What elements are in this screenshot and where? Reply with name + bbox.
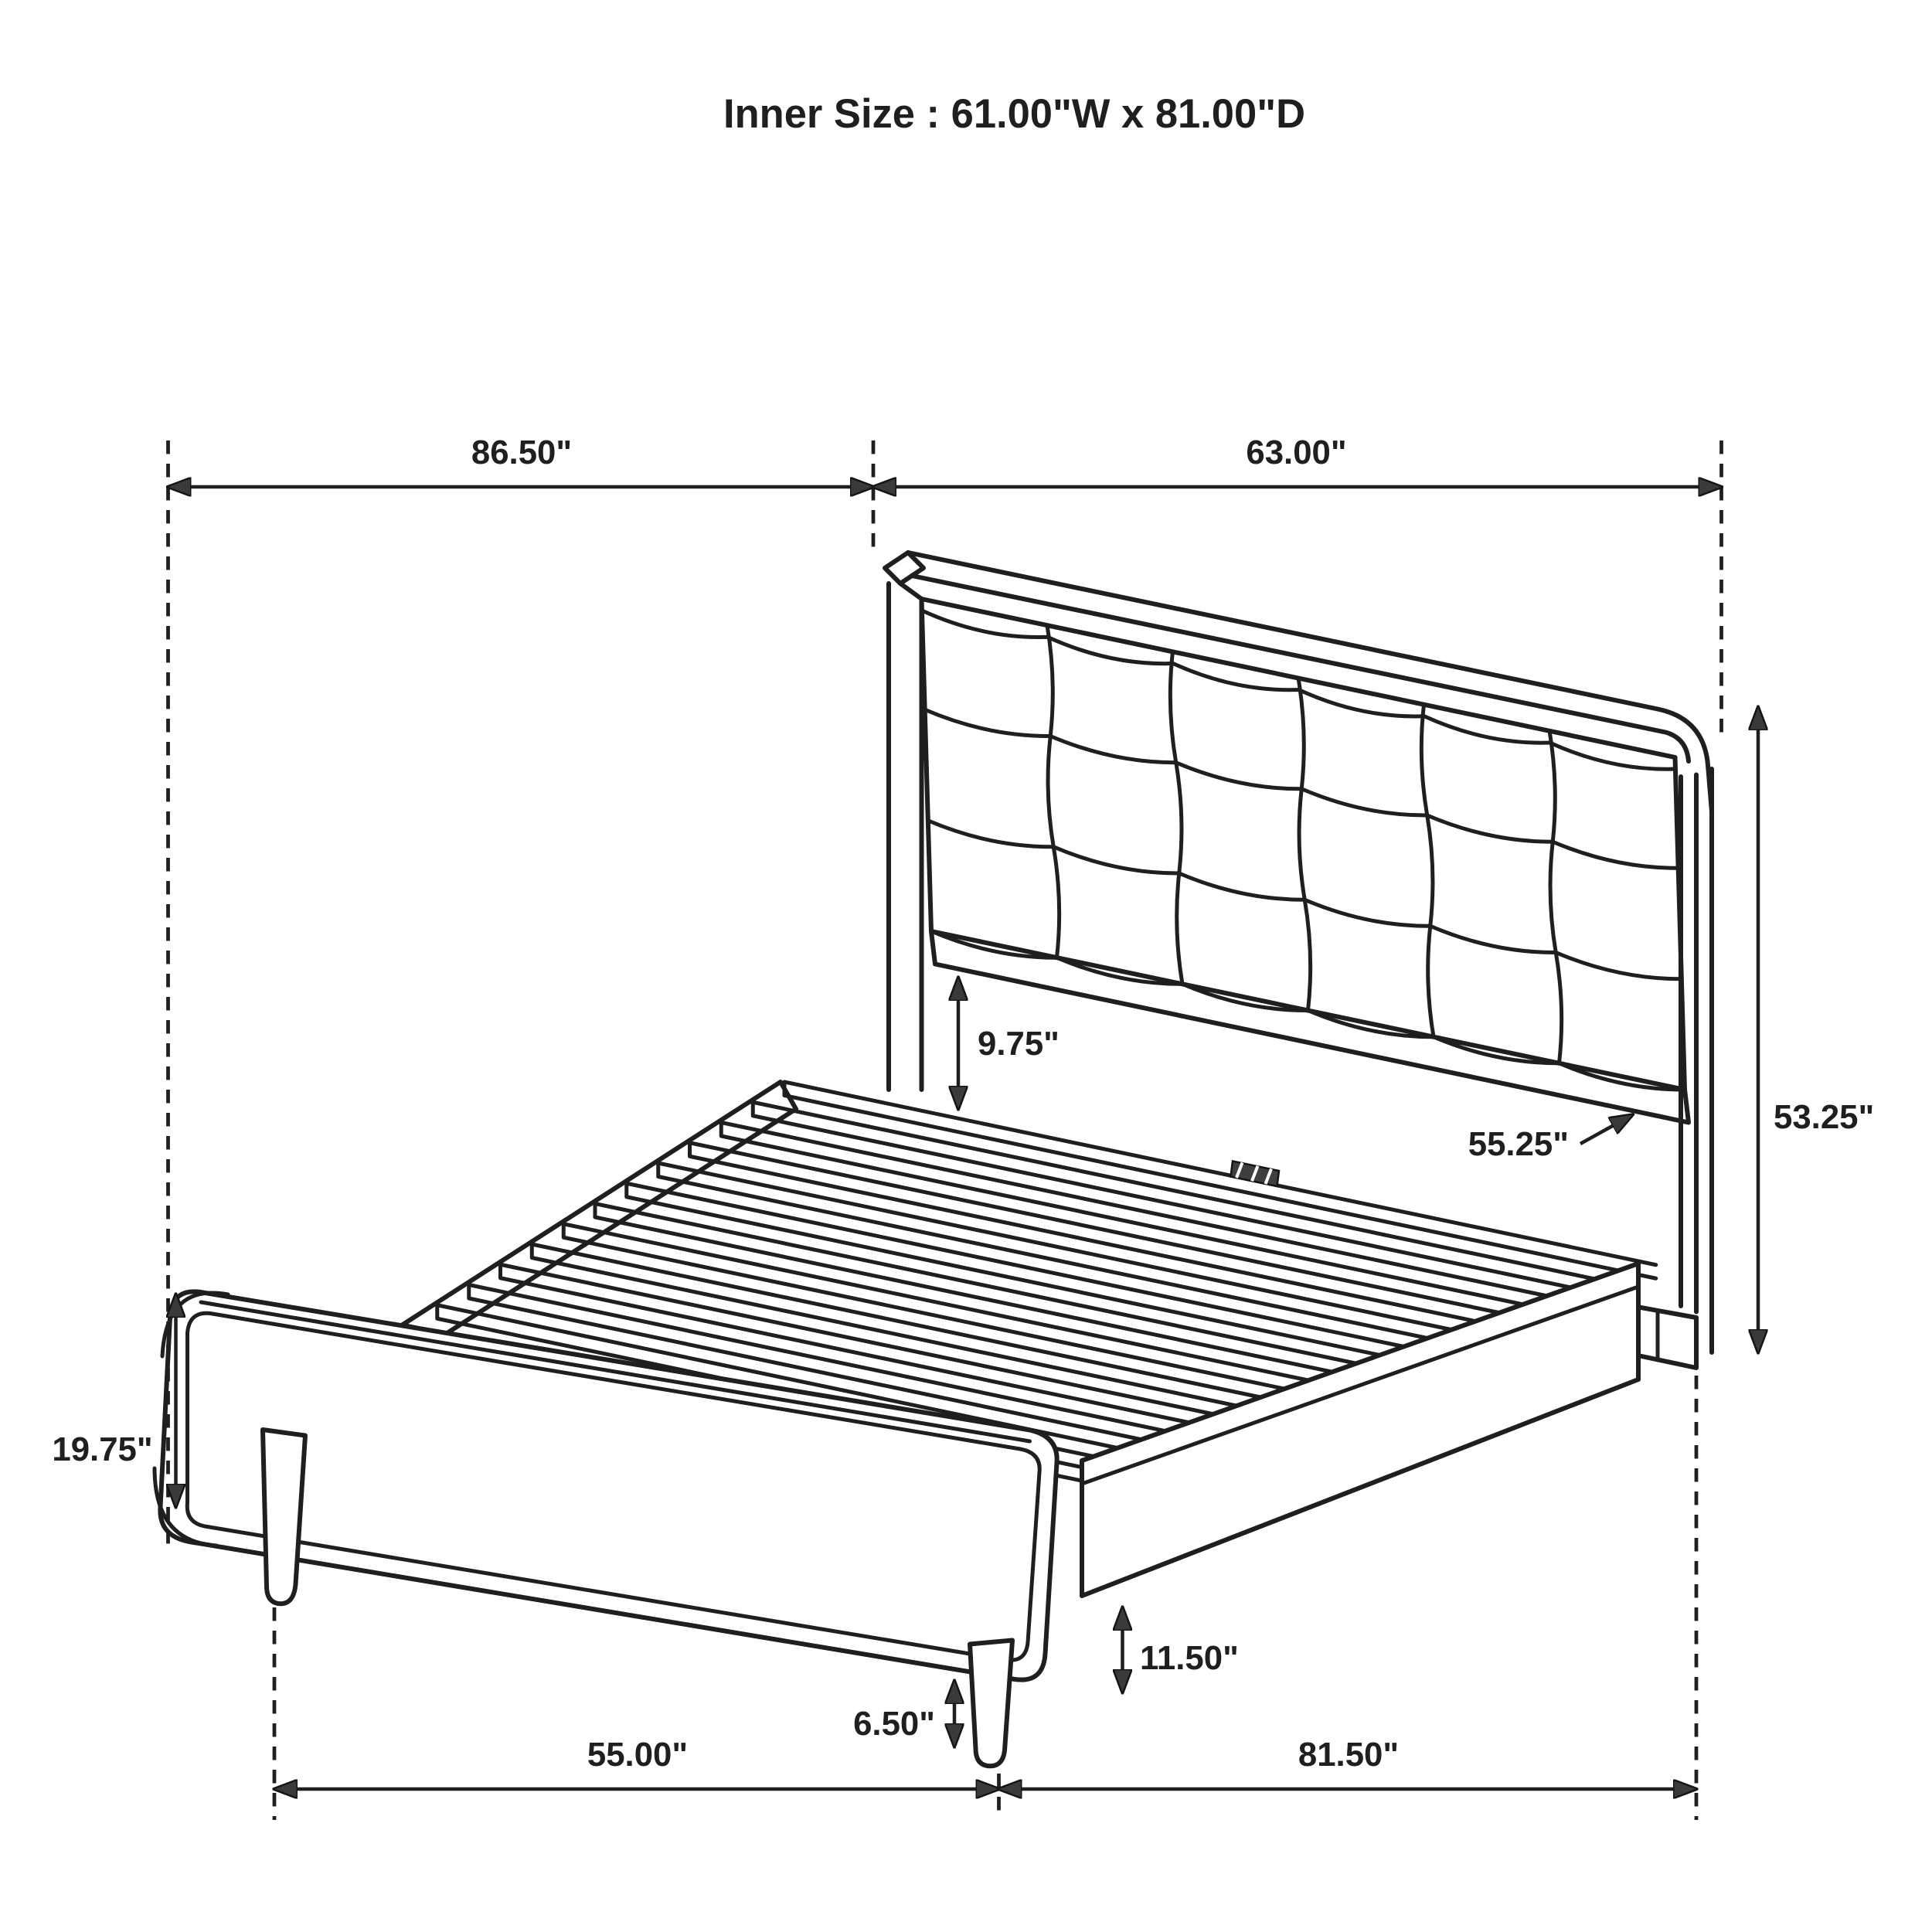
slat-label-mark bbox=[1231, 1162, 1280, 1187]
headboard-left-post-fill bbox=[887, 564, 924, 1086]
dim-label-19-75: 19.75" bbox=[52, 1430, 153, 1468]
footboard-left-leg bbox=[263, 1430, 305, 1604]
dim-leader-55-25 bbox=[1580, 1115, 1633, 1145]
dim-label-11-50: 11.50" bbox=[1140, 1639, 1239, 1677]
dim-label-53-25: 53.25" bbox=[1774, 1098, 1875, 1136]
dim-label-81-50: 81.50" bbox=[1298, 1736, 1400, 1774]
headboard-leg-block bbox=[1633, 1306, 1697, 1368]
page-title: Inner Size : 61.00"W x 81.00"D bbox=[723, 91, 1306, 137]
dim-label-6-50: 6.50" bbox=[853, 1705, 935, 1743]
dim-label-55-00: 55.00" bbox=[587, 1736, 689, 1774]
dim-label-86-50: 86.50" bbox=[471, 434, 573, 471]
dim-label-63-00: 63.00" bbox=[1246, 434, 1347, 471]
footboard-right-leg bbox=[970, 1641, 1012, 1767]
front-side-rail bbox=[1082, 1264, 1638, 1596]
dim-label-9-75: 9.75" bbox=[978, 1025, 1060, 1063]
dim-label-55-25: 55.25" bbox=[1468, 1125, 1569, 1163]
